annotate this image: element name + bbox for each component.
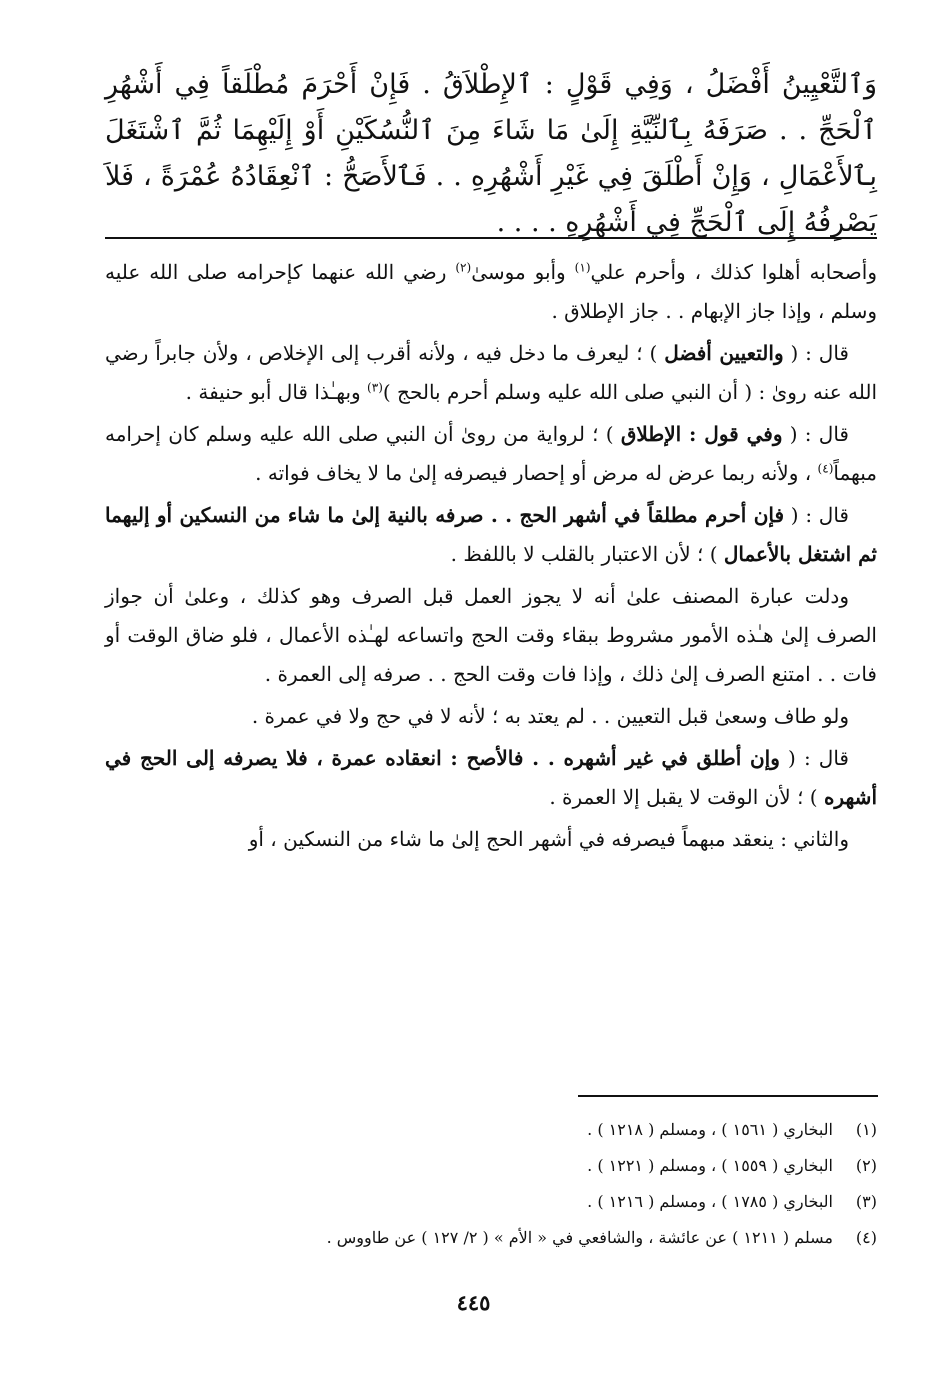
p1-text-c: رضي الله عنهما كإحرامه صلى الله عليه وسلم ، وإذا جاز الإبهام . . جاز الإطلاق . [105,260,877,323]
commentary-paragraph-5: ودلت عبارة المصنف علىٰ أنه لا يجوز العمل قبل الصرف وهو كذلك ، وعلىٰ أن جواز الصرف إلىٰ هـٰذه الأمور مشروط ببقاء وقت الحج واتساعه لهـٰذه الأعمال ، فلو ضاق الوقت أو فات . . امتنع الصرف إلىٰ ذلك ، وإذا فات وقت الحج . . صرفه إلى العمرة . [105,584,877,686]
footnote-ref-4: (٤) [817,461,834,476]
p2-text-c: وبهـٰذا قال أبو حنيفة . [185,380,368,404]
p3-text-a: قال : ( [782,422,849,446]
footnote-ref-3: (٣) [367,380,383,395]
p7-quoted-matn: وإن أطلق في غير أشهره . . فالأصح : انعقاده عمرة ، فلا يصرفه إلى الحج في أشهره [105,746,877,809]
footnote-4 [105,1220,877,1256]
p2-text-b: ) ؛ ليعرف ما دخل فيه ، ولأنه أقرب إلى الإخلاص ، ولأن جابراً رضي الله عنه روىٰ : ( أن النبي صلى الله عليه وسلم أحرم بالحج ) [105,341,877,404]
footnote-3 [105,1184,877,1220]
footnotes [105,1112,877,1256]
matn-text [105,62,877,246]
footnote-number: (٢) [855,1156,877,1175]
p2-text-a: قال : ( [783,341,849,365]
commentary-text [105,253,877,862]
p4-text-a: قال : ( [784,503,849,527]
footnote-1 [105,1112,877,1148]
p3-text-c: ، ولأنه ربما عرض له مرض أو إحصار فيصرفه إلىٰ ما لا يخاف فواته . [255,461,818,485]
commentary-paragraph-3 [105,415,877,493]
footnote-text: البخاري ( ١٥٦١ ) ، ومسلم ( ١٢١٨ ) . [587,1120,833,1139]
footnote-number: (١) [855,1120,877,1139]
footnote-text: البخاري ( ١٧٨٥ ) ، ومسلم ( ١٢١٦ ) . [587,1192,833,1211]
p3-text-b: ) ؛ لرواية من روىٰ أن النبي صلى الله عليه وسلم كان إحرامه مبهماً [105,422,877,485]
footnote-ref-1: (١) [574,260,591,275]
matn-body: وَٱلتَّعْيِينُ أَفْضَلُ ، وَفِي قَوْلٍ : ٱلإِطْلاَقُ . فَإِنْ أَحْرَمَ مُطْلَقاً فِي أَشْهُرِ ٱلْحَجِّ . . صَرَفَهُ بِٱلنِّيَّةِ إِلَىٰ مَا شَاءَ مِنَ ٱلنُّسُكَيْنِ أَوْ إِلَيْهِمَا ثُمَّ ٱشْتَغَلَ بِٱلأَعْمَالِ ، وَإِنْ أَطْلَقَ فِي غَيْرِ أَشْهُرِهِ . . فَٱلأَصَحُّ : ٱنْعِقَادُهُ عُمْرَةً ، فَلاَ يَصْرِفُهُ إِلَى ٱلْحَجِّ فِي أَشْهُرِهِ . . . . [105,69,877,238]
commentary-paragraph-2 [105,334,877,412]
p1-text-a: وأصحابه أهلوا كذلك ، وأحرم علي [590,260,877,284]
matn-separator [105,237,877,239]
p4-text-b: ) ؛ لأن الاعتبار بالقلب لا باللفظ . [450,542,724,566]
footnote-separator [578,1095,878,1097]
footnote-number: (٤) [855,1228,877,1247]
commentary-paragraph-7 [105,739,877,817]
commentary-paragraph-1 [105,253,877,331]
footnote-text: مسلم ( ١٢١١ ) عن عائشة ، والشافعي في « الأم » ( ٢/ ١٢٧ ) عن طاووس . [326,1228,833,1247]
footnote-2 [105,1148,877,1184]
p7-text-b: ) ؛ لأن الوقت لا يقبل إلا العمرة . [549,785,824,809]
footnote-ref-2: (٢) [455,260,472,275]
p1-text-b: وأبو موسىٰ [471,260,575,284]
p4-quoted-matn: فإن أحرم مطلقاً في أشهر الحج . . صرفه بالنية إلىٰ ما شاء من النسكين أو إليهما ثم اشتغل بالأعمال [105,503,877,566]
footnote-text: البخاري ( ١٥٥٩ ) ، ومسلم ( ١٢٢١ ) . [587,1156,833,1175]
p3-quoted-matn: وفي قول : الإطلاق [620,422,783,446]
commentary-paragraph-6: ولو طاف وسعىٰ قبل التعيين . . لم يعتد به ؛ لأنه لا في حج ولا في عمرة . [251,704,849,728]
p2-quoted-matn: والتعيين أفضل [664,341,784,365]
commentary-paragraph-4 [105,496,877,574]
footnote-number: (٣) [855,1192,877,1211]
p7-text-a: قال : ( [779,746,849,770]
commentary-paragraph-8: والثاني : ينعقد مبهماً فيصرفه في أشهر الحج إلىٰ ما شاء من النسكين ، أو [248,827,849,851]
page-number: ٤٤٥ [456,1290,491,1315]
